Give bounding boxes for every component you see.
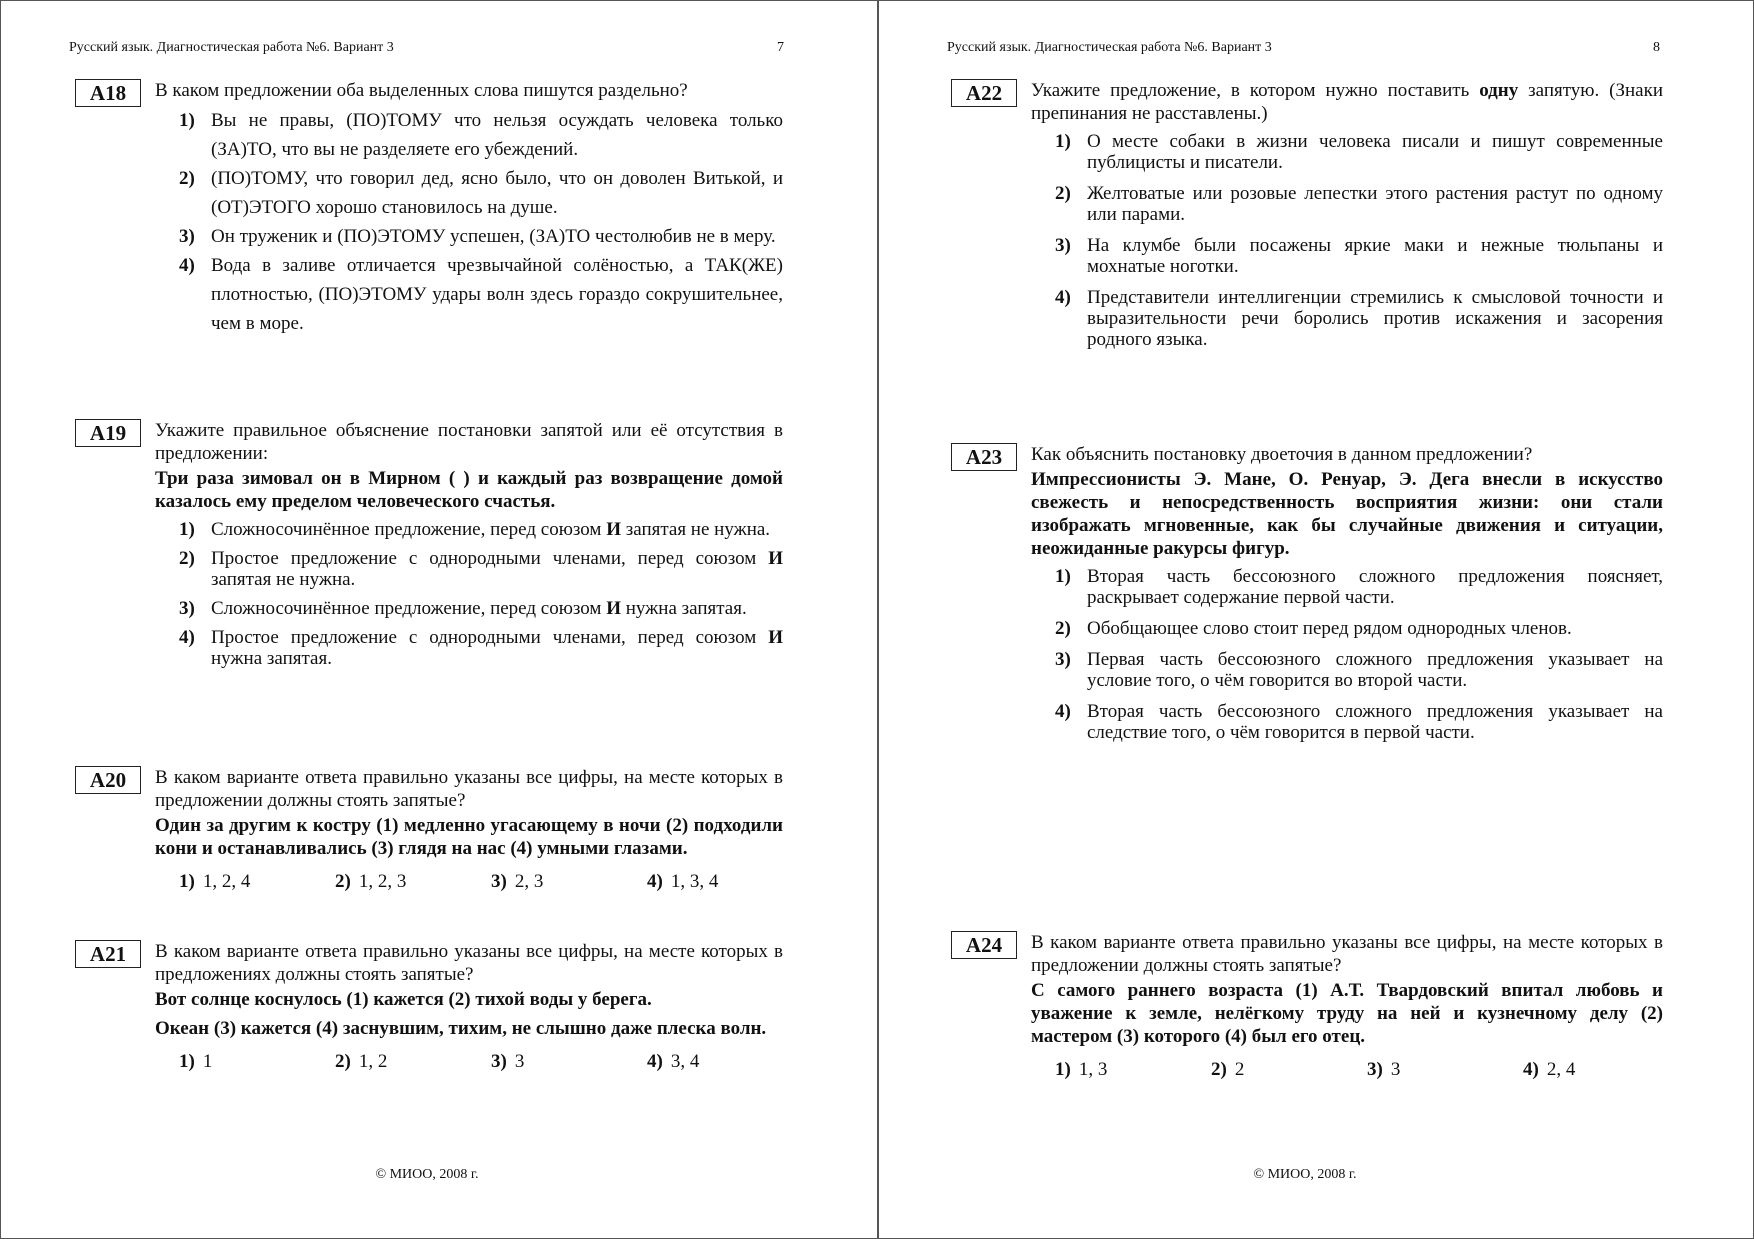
task-id: A20 xyxy=(75,766,141,794)
answer-option[interactable]: 2) 2 xyxy=(1211,1059,1245,1080)
page-header: Русский язык. Диагностическая работа №6. Вариант 3 xyxy=(947,40,1272,55)
sample-sentence: Один за другим к костру (1) медленно угасающему в ночи (2) подходили кони и останавливались (3) глядя на нас (4) умными глазами. xyxy=(155,815,783,859)
task-id: A24 xyxy=(951,931,1017,959)
page-header: Русский язык. Диагностическая работа №6. Вариант 3 xyxy=(69,40,394,55)
answer-options xyxy=(155,1050,783,1076)
answer-options xyxy=(1031,1058,1663,1084)
answer-option[interactable]: 3) Он труженик и (ПО)ЭТОМУ успешен, (ЗА)ТО честолюбив не в меру. xyxy=(179,226,776,247)
answer-option[interactable]: 1) Вторая часть бессоюзного сложного предложения поясняет, раскрывает содержание первой части. xyxy=(1055,566,1663,608)
right-page xyxy=(878,0,1754,1239)
sample-sentence: С самого раннего возраста (1) А.Т. Твардовский впитал любовь и уважение к земле, нелёгкому труду на ней и кузнечному делу (2) мастером (3) которого (4) был его отец. xyxy=(1031,980,1663,1047)
sample-sentence: Три раза зимовал он в Мирном ( ) и каждый раз возвращение домой казалось ему пределом человеческого счастья. xyxy=(155,468,783,512)
page-footer: © МИОО, 2008 г. xyxy=(1253,1167,1357,1182)
task-id: A22 xyxy=(951,79,1017,107)
answer-option[interactable]: 1) 1, 3 xyxy=(1055,1059,1108,1080)
answer-option[interactable]: 4) Вода в заливе отличается чрезвычайной солёностью, а ТАК(ЖЕ) плотностью, (ПО)ЭТОМУ удары волн здесь гораздо сокрушительнее, чем в море. xyxy=(179,255,783,334)
question-text: В каком варианте ответа правильно указаны все цифры, на месте которых в предложениях должны стоять запятые? xyxy=(155,941,783,985)
answer-option[interactable]: 2) (ПО)ТОМУ, что говорил дед, ясно было, что он доволен Витькой, и (ОТ)ЭТОГО хорошо становилось на душе. xyxy=(179,168,783,218)
answer-option[interactable]: 1) Вы не правы, (ПО)ТОМУ что нельзя осуждать человека только (ЗА)ТО, что вы не разделяете его убеждений. xyxy=(179,110,783,160)
answer-options xyxy=(155,870,783,896)
sample-sentence: Вот солнце коснулось (1) кажется (2) тихой воды у берега. xyxy=(155,989,652,1010)
task-id: A18 xyxy=(75,79,141,107)
answer-option[interactable]: 4) 2, 4 xyxy=(1523,1059,1576,1080)
sample-sentence: Океан (3) кажется (4) заснувшим, тихим, не слышно даже плеска волн. xyxy=(155,1018,767,1039)
question-text: В каком варианте ответа правильно указаны все цифры, на месте которых в предложении должны стоять запятые? xyxy=(1031,932,1663,976)
answer-option[interactable]: 3) 3 xyxy=(491,1051,525,1072)
answer-option[interactable]: 3) 3 xyxy=(1367,1059,1401,1080)
answer-option[interactable]: 4) 3, 4 xyxy=(647,1051,700,1072)
question-text: Укажите правильное объяснение постановки запятой или её отсутствия в предложении: xyxy=(155,420,783,464)
answer-option[interactable]: 2) Обобщающее слово стоит перед рядом однородных членов. xyxy=(1055,618,1572,639)
answer-option[interactable]: 1) 1 xyxy=(179,1051,213,1072)
answer-option[interactable]: 1) Сложносочинённое предложение, перед союзом И запятая не нужна. xyxy=(179,519,771,540)
answer-option[interactable]: 2) Желтоватые или розовые лепестки этого растения растут по одному или парами. xyxy=(1055,183,1663,225)
answer-option[interactable]: 3) На клумбе были посажены яркие маки и нежные тюльпаны и мохнатые ноготки. xyxy=(1055,235,1663,277)
answer-option[interactable]: 2) 1, 2, 3 xyxy=(335,871,407,892)
task-id: A23 xyxy=(951,443,1017,471)
page-footer: © МИОО, 2008 г. xyxy=(375,1167,479,1182)
answer-option[interactable]: 4) 1, 3, 4 xyxy=(647,871,719,892)
answer-option[interactable]: 3) Первая часть бессоюзного сложного предложения указывает на условие того, о чём говорится во второй части. xyxy=(1055,649,1663,691)
task-id: A21 xyxy=(75,940,141,968)
answer-option[interactable]: 4) Вторая часть бессоюзного сложного предложения указывает на следствие того, о чём говорится в первой части. xyxy=(1055,701,1663,743)
sample-sentence: Импрессионисты Э. Мане, О. Ренуар, Э. Дега внесли в искусство свежесть и непосредственность восприятия жизни: они стали изображать мгновенные, как бы случайные движения и ситуации, неожиданные ракурсы фигур. xyxy=(1031,469,1663,559)
answer-option[interactable]: 2) Простое предложение с однородными членами, перед союзом И запятая не нужна. xyxy=(179,548,783,590)
answer-option[interactable]: 1) О месте собаки в жизни человека писали и пишут современные публицисты и писатели. xyxy=(1055,131,1663,173)
answer-option[interactable]: 3) Сложносочинённое предложение, перед союзом И нужна запятая. xyxy=(179,598,747,619)
question-text: В каком варианте ответа правильно указаны все цифры, на месте которых в предложении должны стоять запятые? xyxy=(155,767,783,811)
answer-option[interactable]: 3) 2, 3 xyxy=(491,871,544,892)
answer-option[interactable]: 4) Представители интеллигенции стремились к смысловой точности и выразительности речи боролись против искажения и засорения родного языка. xyxy=(1055,287,1663,350)
answer-option[interactable]: 1) 1, 2, 4 xyxy=(179,871,251,892)
question-text: В каком предложении оба выделенных слова пишутся раздельно? xyxy=(155,80,688,101)
task-id: A19 xyxy=(75,419,141,447)
answer-option[interactable]: 2) 1, 2 xyxy=(335,1051,388,1072)
question-text: Как объяснить постановку двоеточия в данном предложении? xyxy=(1031,444,1533,465)
page-number: 8 xyxy=(1653,40,1660,55)
question-text: Укажите предложение, в котором нужно поставить одну запятую. (Знаки препинания не расставлены.) xyxy=(1031,80,1663,124)
answer-option[interactable]: 4) Простое предложение с однородными членами, перед союзом И нужна запятая. xyxy=(179,627,783,669)
page-number: 7 xyxy=(777,40,784,55)
